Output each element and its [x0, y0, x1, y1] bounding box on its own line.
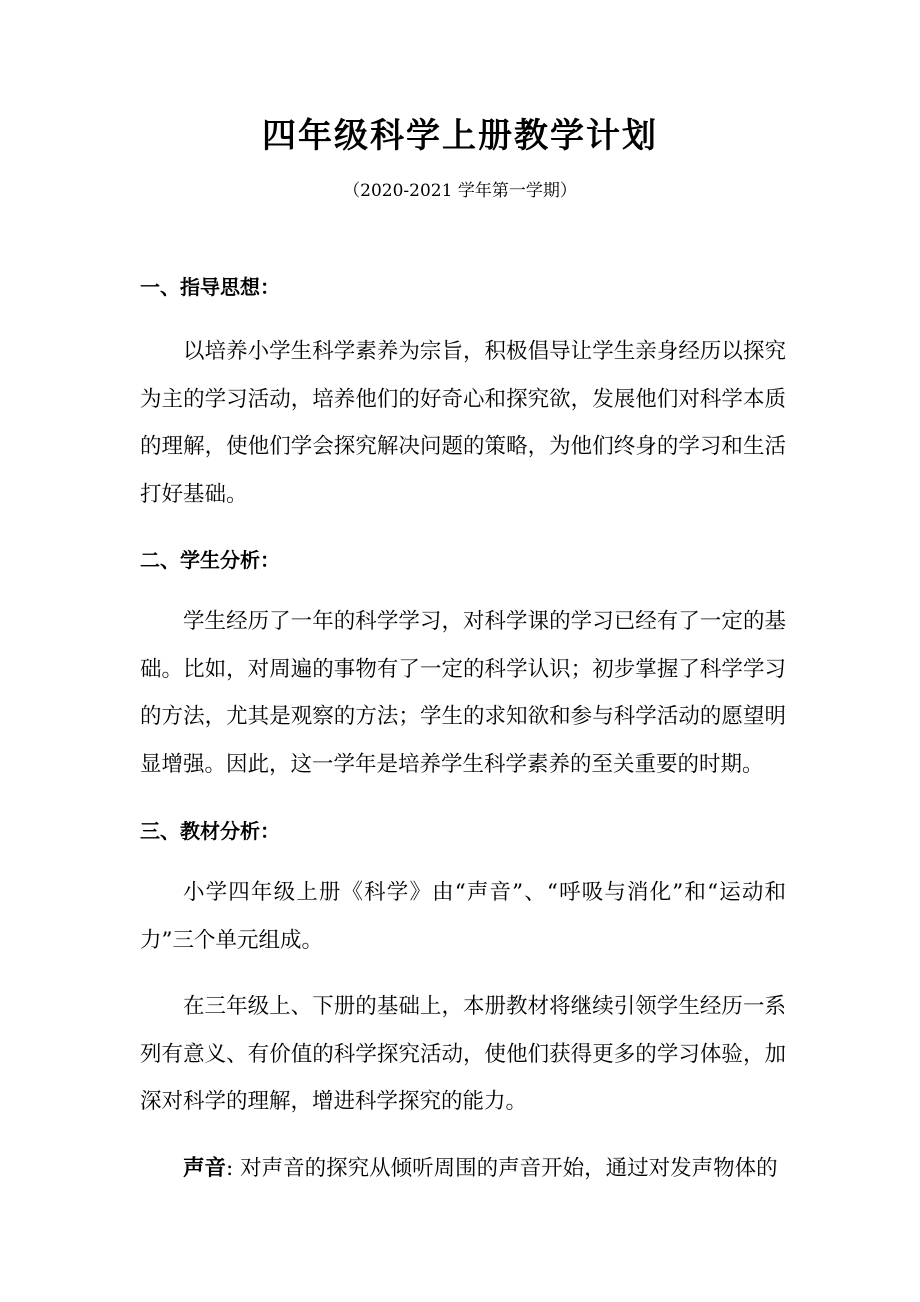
paragraph-textbook-goals: 在三年级上、下册的基础上，本册教材将继续引领学生经历一系列有意义、有价值的科学探究活动，使他们获得更多的学习体验，加深对科学的理解，增进科学探究的能力。 [140, 994, 786, 1114]
paragraph-guiding-ideology: 以培养小学生科学素养为宗旨，积极倡导让学生亲身经历以探究为主的学习活动，培养他们的好奇心和探究欲，发展他们对科学本质的理解，使他们学会探究解决问题的策略，为他们终身的学习和生活打好基础。 [140, 339, 786, 507]
unit-sound-label: 声音 [183, 1156, 227, 1181]
paragraph-student-analysis: 学生经历了一年的科学学习，对科学课的学习已经有了一定的基础。比如，对周遍的事物有了一定的科学认识；初步掌握了科学学习的方法，尤其是观察的方法；学生的求知欲和参与科学活动的愿望明显增强。因此，这一学年是培养学生科学素养的至关重要的时期。 [140, 609, 786, 777]
paragraph-unit-sound [140, 1145, 786, 1193]
document-title: 四年级科学上册教学计划 [262, 116, 658, 156]
document-subtitle: （2020-2021 学年第一学期） [343, 181, 577, 201]
section-heading-textbook-analysis: 三、教材分析： [140, 819, 280, 843]
section-heading-student-analysis: 二、学生分析： [140, 548, 280, 572]
paragraph-textbook-units: 小学四年级上册《科学》由“声音”、“呼吸与消化”和“运动和力”三个单元组成。 [140, 880, 786, 953]
section-heading-guiding-ideology: 一、指导思想： [140, 275, 280, 299]
unit-sound-text: : 对声音的探究从倾听周围的声音开始，通过对发声物体的 [226, 1156, 778, 1181]
